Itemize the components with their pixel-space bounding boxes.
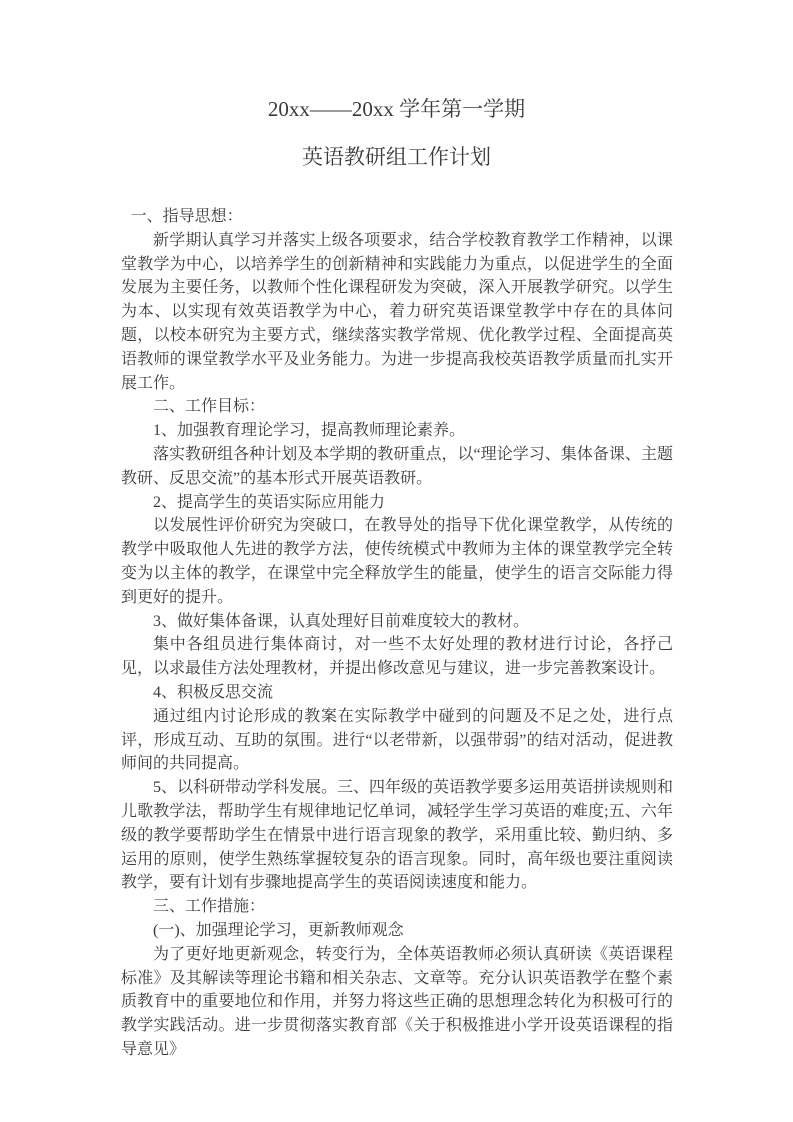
paragraph: 以发展性评价研究为突破口，在教导处的指导下优化课堂教学，从传统的教学中吸取他人先进的教学方法，使传统模式中教师为主体的课堂教学完全转变为以主体的教学，在课堂中完全释放学生的能量，使学生的语言交际能力得到更好的提升。: [121, 517, 673, 606]
section-heading: 一、指导思想：: [130, 208, 243, 225]
paragraph: 集中各组员进行集体商讨，对一些不太好处理的教材进行讨论，各抒己见，以求最佳方法处理教材，并提出修改意见与建议，进一步完善教案设计。: [121, 636, 673, 678]
paragraph: 5、以科研带动学科发展。三、四年级的英语教学要多运用英语拼读规则和儿歌教学法，帮助学生有规律地记忆单词，减轻学生学习英语的难度;五、六年级的教学要帮助学生在情景中进行语言现象的教学，采用重比较、勤归纳、多运用的原则，使学生熟练掌握较复杂的语言现象。同时，高年级也要注重阅读教学，要有计划有步骤地提高学生的英语阅读速度和能力。: [121, 779, 674, 892]
paragraph: 新学期认真学习并落实上级各项要求，结合学校教育教学工作精神，以课堂教学为中心，以培养学生的创新精神和实践能力为重点，以促进学生的全面发展为主要任务，以教师个性化课程研发为突破，深入开展教学研究。以学生为本、以实现有效英语教学为中心，着力研究英语课堂教学中存在的具体问题，以校本研究为主要方式，继续落实教学常规、优化教学过程、全面提高英语教师的课堂教学水平及业务能力。为进一步提高我校英语教学质量而扎实开展工作。: [121, 231, 673, 392]
section-heading: 三、工作措施：: [153, 898, 266, 916]
doc-title-line2: 英语教研组工作计划: [302, 145, 491, 169]
doc-title-line1: 20xx——20xx 学年第一学期: [267, 97, 526, 121]
paragraph: 1、加强教育理论学习，提高教师理论素养。: [153, 422, 466, 440]
paragraph: 3、做好集体备课，认真处理好目前难度较大的教材。: [153, 612, 530, 630]
paragraph: (一)、加强理论学习，更新教师观念: [153, 921, 404, 939]
paragraph: 2、提高学生的英语实际应用能力: [153, 493, 386, 511]
paragraph: 为了更好地更新观念，转变行为，全体英语教师必须认真研读《英语课程标准》及其解读等理论书籍和相关杂志、文章等。充分认识英语教学在整个素质教育中的重要地位和作用，并努力将这些正确的思想理念转化为积极可行的教学实践活动。进一步贯彻落实教育部《关于积极推进小学开设英语课程的指导意见》: [121, 945, 673, 1058]
document-body: [121, 205, 673, 1062]
paragraph: 落实教研组各种计划及本学期的教研重点，以“理论学习、集体备课、主题教研、反思交流”的基本形式开展英语教研。: [121, 445, 673, 487]
section-heading: 二、工作目标：: [153, 398, 266, 416]
paragraph: 通过组内讨论形成的教案在实际教学中碰到的问题及不足之处，进行点评，形成互动、互助的氛围。进行“以老带新，以强带弱”的结对活动，促进教师间的共同提高。: [121, 707, 673, 773]
paragraph: 4、积极反思交流: [153, 683, 274, 701]
